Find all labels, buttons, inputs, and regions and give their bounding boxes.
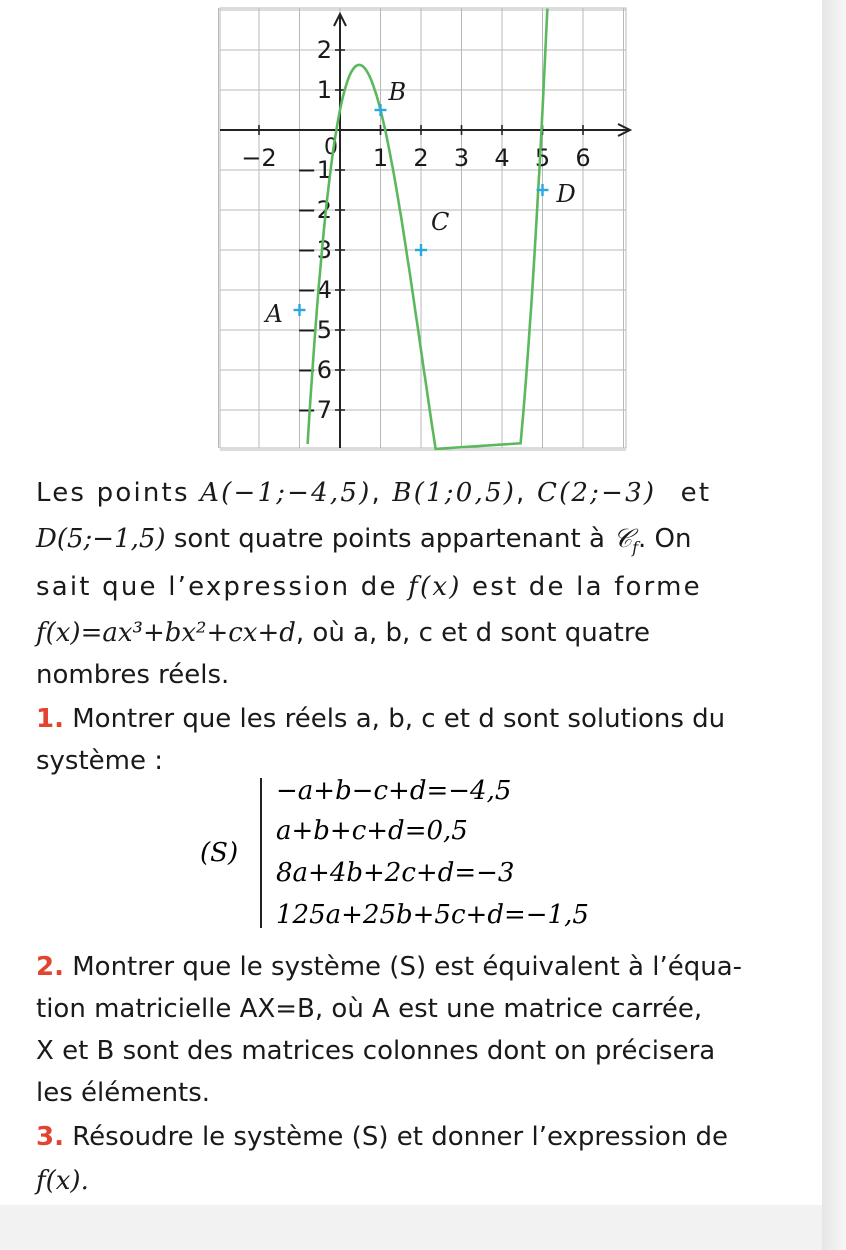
axis-ticks: [241, 36, 590, 424]
intro-line-3: sait que l’expression de f(x) est de la forme: [36, 572, 702, 602]
y-tick-label: 1: [316, 76, 332, 104]
y-tick-label: −6: [296, 356, 332, 384]
point-label-b: B: [388, 78, 407, 106]
question-2-cont-1: tion matricielle AX=B, où A est une matrice carrée,: [36, 994, 703, 1024]
question-2-cont-3: les éléments.: [36, 1078, 211, 1108]
question-1-cont: système :: [36, 746, 164, 776]
intro-line-5: nombres réels.: [36, 660, 230, 690]
system-label: (S): [200, 838, 239, 868]
y-tick-label: −1: [296, 156, 332, 184]
question-number: 2.: [36, 952, 64, 982]
y-tick-label: −3: [296, 236, 332, 264]
x-tick-label: 5: [534, 144, 551, 172]
equation-1: −a+b−c+d=−4,5: [276, 776, 512, 806]
question-number: 1.: [36, 704, 64, 734]
origin-label: 0: [324, 135, 338, 160]
intro-line-4: f(x)=ax³+bx²+cx+d, où a, b, c et d sont quatre: [36, 618, 650, 648]
question-3-cont: f(x).: [36, 1166, 89, 1196]
intro-line-1: Les points A(−1;−4,5), B(1;0,5), C(2;−3) et: [36, 478, 712, 508]
x-tick-label: −2: [241, 144, 277, 172]
function-graph: [0, 0, 846, 470]
y-tick-label: −7: [296, 396, 332, 424]
x-tick-label: 3: [453, 144, 470, 172]
grid-border: [220, 8, 626, 448]
point-label-c: C: [431, 208, 450, 236]
equation-4: 125a+25b+5c+d=−1,5: [276, 900, 589, 930]
point-label-a: A: [265, 300, 283, 328]
y-tick-label: 2: [316, 36, 332, 64]
system-brace: [260, 778, 270, 928]
intro-line-2: D(5;−1,5) sont quatre points appartenant à 𝒞$_f$. On: [36, 524, 692, 558]
y-tick-label: −5: [296, 316, 332, 344]
question-3: 3. Résoudre le système (S) et donner l’expression de: [36, 1122, 729, 1152]
question-number: 3.: [36, 1122, 64, 1152]
y-tick-label: −2: [296, 196, 332, 224]
x-tick-label: 6: [575, 144, 591, 172]
equation-2: a+b+c+d=0,5: [276, 816, 468, 846]
grid: [219, 8, 627, 450]
curve-cf: [308, 9, 551, 449]
x-tick-label: 2: [413, 144, 429, 172]
question-2: 2. Montrer que le système (S) est équivalent à l’équa-: [36, 952, 743, 982]
x-tick-label: 4: [494, 144, 510, 172]
y-tick-label: −4: [296, 276, 332, 304]
question-1: 1. Montrer que les réels a, b, c et d sont solutions du: [36, 704, 726, 734]
equation-3: 8a+4b+2c+d=−3: [276, 858, 515, 888]
question-2-cont-2: X et B sont des matrices colonnes dont on précisera: [36, 1036, 716, 1066]
x-tick-label: 1: [372, 144, 389, 172]
point-label-d: D: [556, 180, 576, 208]
